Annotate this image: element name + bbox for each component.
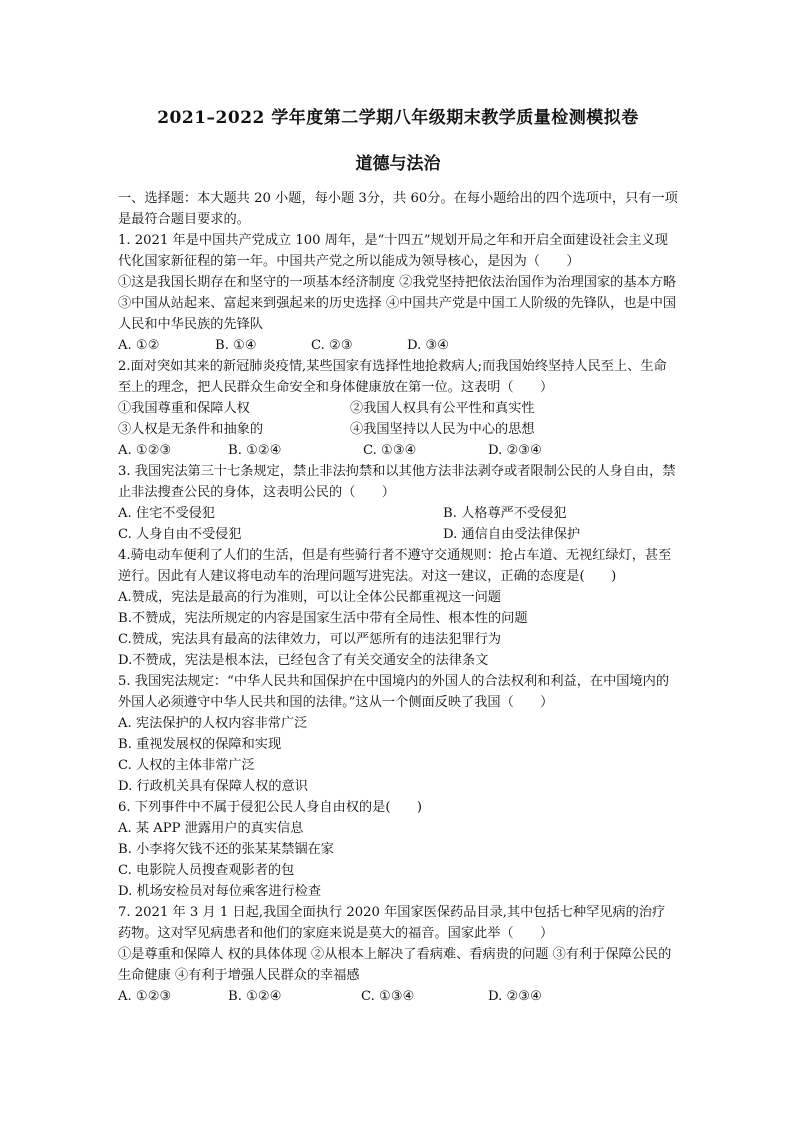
question-2-statements-row2 [118,419,678,440]
statement-2: ②我国人权具有公平性和真实性 [350,401,535,416]
option-d[interactable]: D. ②③④ [488,989,542,1004]
question-2-statements-row1 [118,398,678,419]
option-a[interactable]: A.赞成，宪法是最高的行为准则，可以让全体公民都重视这一问题 [118,590,501,605]
option-c[interactable]: C. 电影院人员搜查观影者的包 [118,863,295,878]
option-a[interactable]: A. 宪法保护的人权内容非常广泛 [118,716,308,731]
option-b[interactable]: B. 小李将欠钱不还的张某某禁锢在家 [118,842,334,857]
option-c[interactable]: C. ①③④ [361,989,415,1004]
statement-4: ④我国坚持以人民为中心的思想 [350,422,535,437]
question-7-options [118,986,678,1007]
option-b[interactable]: B. ①②④ [228,443,282,458]
option-c[interactable]: C. 人身自由不受侵犯 [118,527,242,542]
exam-subject: 道德与法治 [355,154,441,174]
statement-1: ①我国尊重和保障人权 [118,401,250,416]
question-5-stem: 5. 我国宪法规定：“中华人民共和国保护在中国境内的外国人的合法权利和利益，在中国境内的外国人必须遵守中华人民共和国的法律。”这从一个侧面反映了我国（ ） [118,674,670,710]
question-2-options [118,440,678,461]
option-c[interactable]: C. ②③ [311,338,353,353]
option-b[interactable]: B. 人格尊严不受侵犯 [443,506,567,521]
option-d[interactable]: D. ③④ [407,338,450,353]
option-d[interactable]: D. 通信自由受法律保护 [443,527,581,542]
question-6-stem: 6. 下列事件中不属于侵犯公民人身自由权的是( ) [118,800,422,815]
option-d[interactable]: D. ②③④ [488,443,542,458]
exam-title: 2021–2022 学年度第二学期八年级期末教学质量检测模拟卷 [157,108,639,128]
option-c[interactable]: C. 人权的主体非常广泛 [118,758,255,773]
option-c[interactable]: C.赞成，宪法具有最高的法律效力，可以严惩所有的违法犯罪行为 [118,632,502,647]
question-1-stem: 1. 2021 年是中国共产党成立 100 周年，是“十四五”规划开局之年和开启全面建设社会主义现代化国家新征程的第一年。中国共产党之所以能成为领导核心，是因为（ ） [118,233,668,269]
option-a[interactable]: A. ①② [118,338,160,353]
question-7-stem: 7. 2021 年 3 月 1 日起,我国全面执行 2020 年国家医保药品目录,其中包括七种罕见病的治疗药物。这对罕见病患者和他们的家庭来说是莫大的福音。国家此举（ ） [118,905,666,941]
question-3-stem: 3. 我国宪法第三十七条规定，禁止非法拘禁和以其他方法非法剥夺或者限制公民的人身自由，禁止非法搜查公民的身体，这表明公民的（ ） [118,464,676,500]
option-c[interactable]: C. ①③④ [363,443,417,458]
section-heading: 一、选择题：本大题共 20 小题，每小题 3分，共 60分。在每小题给出的四个选项中，只有一项是最符合题目要求的。 [118,191,678,227]
question-1-statements: ①这是我国长期存在和坚守的一项基本经济制度 ②我党坚持把依法治国作为治理国家的基本方略 ③中国从站起来、富起来到强起来的历史选择 ④中国共产党是中国工人阶级的先锋队，也是中国人民和中华民族的先锋队 [118,275,677,332]
question-2-stem: 2.面对突如其来的新冠肺炎疫情,某些国家有选择性地抢救病人;而我国始终坚持人民至上、生命至上的理念，把人民群众生命安全和身体健康放在第一位。这表明（ ） [118,359,667,395]
option-a[interactable]: A. ①②③ [118,989,172,1004]
question-4-stem: 4.骑电动车便利了人们的生活，但是有些骑行者不遵守交通规则：抢占车道、无视红绿灯，甚至逆行。因此有人建议将电动车的治理问题写进宪法。对这一建议，正确的态度是( ) [118,548,672,584]
option-d[interactable]: D. 行政机关具有保障人权的意识 [118,779,308,794]
option-b[interactable]: B. 重视发展权的保障和实现 [118,737,282,752]
option-b[interactable]: B.不赞成，宪法所规定的内容是国家生活中带有全局性、根本性的问题 [118,611,528,626]
exam-body [118,188,678,1007]
option-a[interactable]: A. 住宅不受侵犯 [118,506,216,521]
question-3-options-row2 [118,524,678,545]
exam-page [118,104,678,1007]
statement-3: ③人权是无条件和抽象的 [118,422,264,437]
option-a[interactable]: A. ①②③ [118,443,172,458]
option-d[interactable]: D. 机场安检员对每位乘客进行检查 [118,884,322,899]
option-d[interactable]: D.不赞成，宪法是根本法，已经包含了有关交通安全的法律条文 [118,653,489,668]
option-a[interactable]: A. 某 APP 泄露用户的真实信息 [118,821,304,836]
question-1-options [118,335,678,356]
question-7-statements: ①是尊重和保障人 权的具体体现 ②从根本上解决了看病难、看病贵的问题 ③有利于保障公民的生命健康 ④有利于增强人民群众的幸福感 [118,947,672,983]
option-b[interactable]: B. ①④ [215,338,257,353]
option-b[interactable]: B. ①②④ [228,989,282,1004]
question-3-options-row1 [118,503,678,524]
